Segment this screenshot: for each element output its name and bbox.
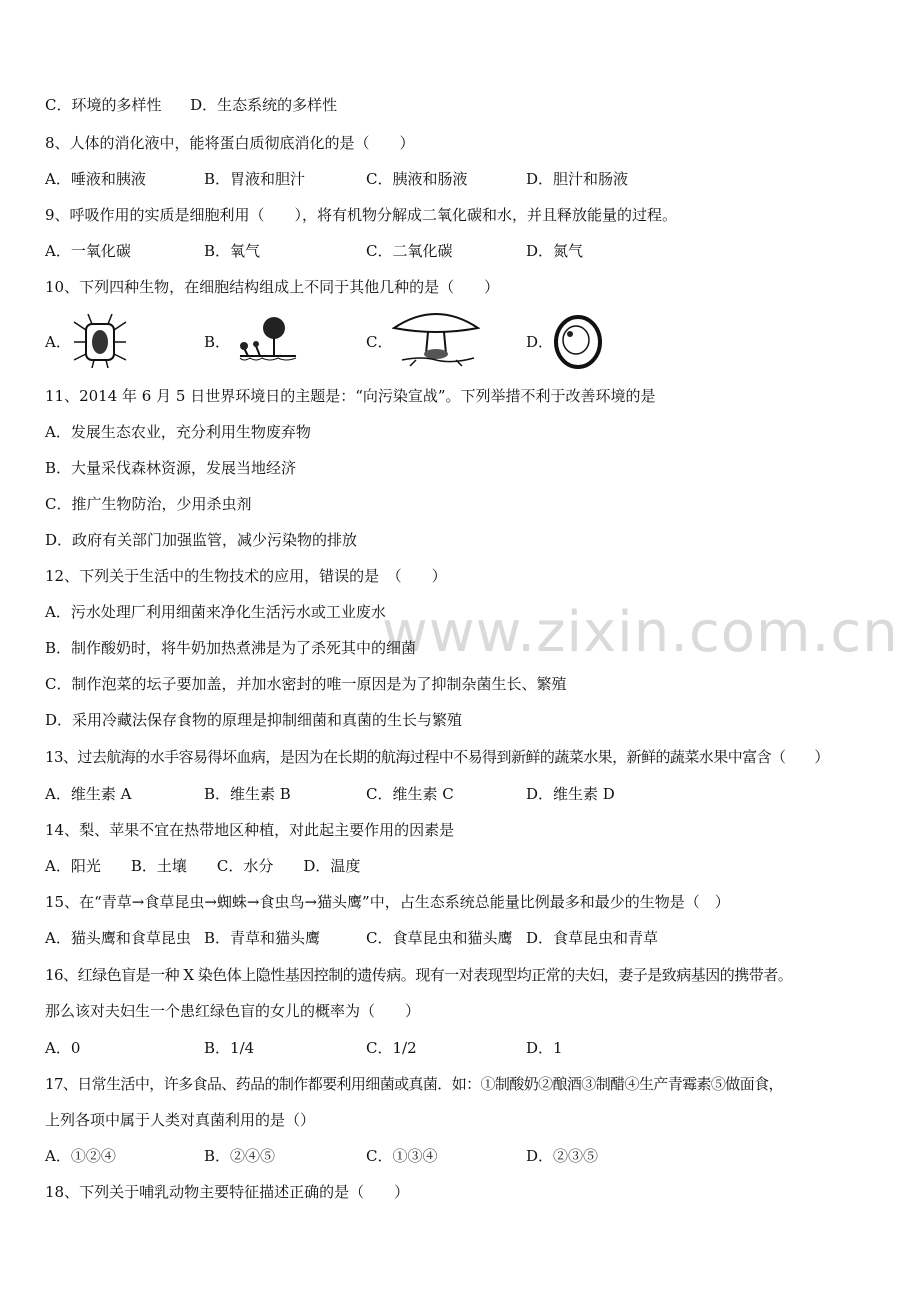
- q10-option-d: D．: [526, 333, 554, 351]
- q13-option-d: D．维生素 D: [526, 785, 615, 803]
- q15-option-d: D．食草昆虫和青草: [526, 929, 659, 947]
- q15-option-b: B．青草和猫头鹰: [204, 929, 321, 947]
- q12-option-b: B．制作酸奶时，将牛奶加热煮沸是为了杀死其中的细菌: [45, 639, 417, 657]
- q11-option-c: C．推广生物防治，少用杀虫剂: [45, 495, 252, 513]
- q12-option-a: A．污水处理厂利用细菌来净化生活污水或工业废水: [45, 603, 386, 621]
- q8-option-b: B．胃液和胆汁: [204, 170, 306, 188]
- question-17-cont: 上列各项中属于人类对真菌利用的是（）: [45, 1111, 316, 1129]
- question-10: 10、下列四种生物，在细胞结构组成上不同于其他几种的是（ ）: [45, 278, 500, 296]
- q15-option-c: C．食草昆虫和猫头鹰: [366, 929, 513, 947]
- q15-option-a: A．猫头鹰和食草昆虫: [45, 929, 191, 947]
- q16-option-d: D．1: [526, 1039, 563, 1057]
- q17-option-b: B．②④⑤: [204, 1147, 276, 1165]
- q9-option-c: C．二氧化碳: [366, 242, 453, 260]
- q17-option-d: D．②③⑤: [526, 1147, 599, 1165]
- question-16-cont: 那么该对夫妇生一个患红绿色盲的女儿的概率为（ ）: [45, 1002, 421, 1020]
- question-18: 18、下列关于哺乳动物主要特征描述正确的是（ ）: [45, 1183, 410, 1201]
- q14-options: A．阳光 B．土壤 C．水分 D．温度: [45, 857, 361, 875]
- q8-option-d: D．胆汁和肠液: [526, 170, 629, 188]
- q11-option-b: B．大量采伐森林资源，发展当地经济: [45, 459, 297, 477]
- q13-option-c: C．维生素 C: [366, 785, 454, 803]
- q9-option-b: B．氧气: [204, 242, 261, 260]
- question-14: 14、梨、苹果不宜在热带地区种植，对此起主要作用的因素是: [45, 821, 455, 839]
- question-11: 11、2014 年 6 月 5 日世界环境日的主题是：“向污染宣战”。下列举措不利于改善环境的是: [45, 387, 656, 405]
- q17-option-c: C．①③④: [366, 1147, 438, 1165]
- q17-option-a: A．①②④: [45, 1147, 116, 1165]
- q11-option-a: A．发展生态农业，充分利用生物废弃物: [45, 423, 311, 441]
- q9-option-d: D．氮气: [526, 242, 584, 260]
- q11-option-d: D．政府有关部门加强监管，减少污染物的排放: [45, 531, 358, 549]
- q16-option-a: A．0: [45, 1039, 81, 1057]
- cell-with-flagella-image: [72, 314, 128, 368]
- q13-option-a: A．维生素 A: [45, 785, 132, 803]
- question-12: 12、下列关于生活中的生物技术的应用，错误的是 （ ）: [45, 567, 447, 585]
- question-16: 16、红绿色盲是一种 X 染色体上隐性基因控制的遗传病。现有一对表现型均正常的夫妇，妻子是致病基因的携带者。: [45, 966, 793, 984]
- q10-option-a: A．: [45, 333, 71, 351]
- mold-image: [230, 316, 302, 364]
- q12-option-d: D．采用冷藏法保存食物的原理是抑制细菌和真菌的生长与繁殖: [45, 711, 463, 729]
- question-15: 15、在“青草→食草昆虫→蜘蛛→食虫鸟→猫头鹰”中，占生态系统总能量比例最多和最少的生物是（ ）: [45, 893, 730, 911]
- question-9: 9、呼吸作用的实质是细胞利用（ ），将有机物分解成二氧化碳和水，并且释放能量的过程。: [45, 206, 678, 224]
- q9-option-a: A．一氧化碳: [45, 242, 131, 260]
- q8-option-a: A．唾液和胰液: [45, 170, 146, 188]
- question-13: 13、过去航海的水手容易得坏血病，是因为在长期的航海过程中不易得到新鲜的蔬菜水果，新鲜的蔬菜水果中富含（ ）: [45, 748, 829, 766]
- q16-option-b: B．1/4: [204, 1039, 255, 1057]
- q10-option-b: B．: [204, 333, 231, 351]
- yeast-cell-image: [552, 314, 604, 370]
- q16-option-c: C．1/2: [366, 1039, 417, 1057]
- q8-option-c: C．胰液和肠液: [366, 170, 468, 188]
- q12-option-c: C．制作泡菜的坛子要加盖，并加水密封的唯一原因是为了抑制杂菌生长、繁殖: [45, 675, 567, 693]
- mushroom-image: [392, 306, 480, 368]
- option-line: C．环境的多样性 D．生态系统的多样性: [45, 96, 338, 114]
- watermark: www.zixin.com.cn: [382, 600, 899, 665]
- q13-option-b: B．维生素 B: [204, 785, 291, 803]
- question-17: 17、日常生活中，许多食品、药品的制作都要利用细菌或真菌．如：①制酸奶②酿酒③制醋④生产青霉素⑤做面食，: [45, 1075, 783, 1093]
- question-8: 8、人体的消化液中，能将蛋白质彻底消化的是（ ）: [45, 134, 415, 152]
- q10-option-c: C．: [366, 333, 393, 351]
